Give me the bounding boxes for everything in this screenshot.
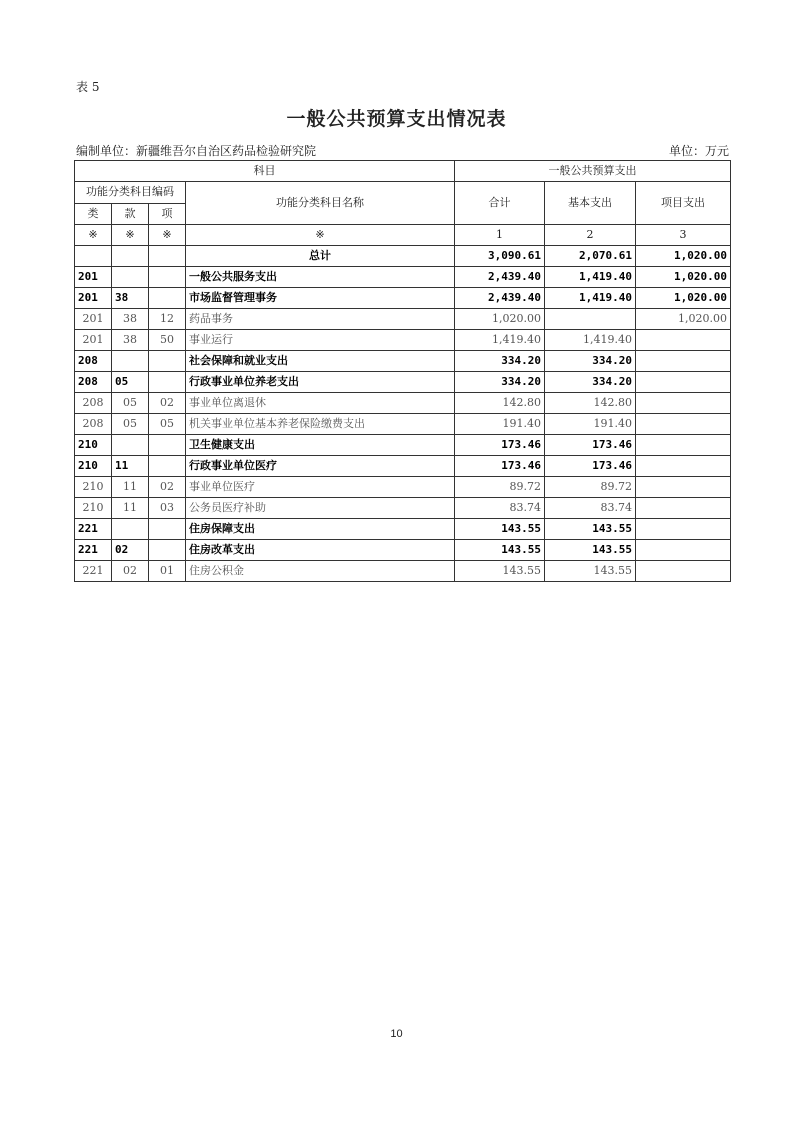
code-kuan-cell: 05: [112, 393, 149, 414]
total-cell: 334.20: [455, 372, 545, 393]
subject-name-cell: 药品事务: [186, 309, 455, 330]
subject-name-cell: 住房保障支出: [186, 519, 455, 540]
code-xiang-cell: [149, 540, 186, 561]
table-row: [75, 561, 731, 582]
project-cell: [636, 393, 731, 414]
table-row: [75, 393, 731, 414]
header-code-group: 功能分类科目编码: [75, 182, 186, 204]
project-cell: [636, 351, 731, 372]
basic-cell: 1,419.40: [545, 288, 636, 309]
table-row: [75, 351, 731, 372]
code-kuan-cell: 02: [112, 540, 149, 561]
table-row: [75, 519, 731, 540]
header-name: 功能分类科目名称: [186, 182, 455, 225]
code-lei-cell: 208: [75, 414, 112, 435]
marker-cell: ※: [186, 225, 455, 246]
table-row: [75, 267, 731, 288]
subject-name-cell: 事业单位离退休: [186, 393, 455, 414]
project-cell: [636, 498, 731, 519]
subject-name-cell: 卫生健康支出: [186, 435, 455, 456]
code-xiang-cell: [149, 435, 186, 456]
code-kuan-cell: [112, 351, 149, 372]
code-xiang-cell: 05: [149, 414, 186, 435]
subject-name-cell: 公务员医疗补助: [186, 498, 455, 519]
total-cell: 143.55: [455, 519, 545, 540]
table-row: [75, 309, 731, 330]
project-cell: [636, 435, 731, 456]
marker-cell: ※: [75, 225, 112, 246]
marker-cell: ※: [149, 225, 186, 246]
marker-row: [75, 225, 731, 246]
subject-name-cell: 机关事业单位基本养老保险缴费支出: [186, 414, 455, 435]
code-xiang-cell: 12: [149, 309, 186, 330]
code-lei-cell: 208: [75, 351, 112, 372]
marker-cell: 1: [455, 225, 545, 246]
subject-name-cell: 事业运行: [186, 330, 455, 351]
total-cell: 173.46: [455, 435, 545, 456]
subject-name-cell: 住房改革支出: [186, 540, 455, 561]
header-total: 合计: [455, 182, 545, 225]
code-kuan-cell: [112, 267, 149, 288]
project-cell: [636, 477, 731, 498]
basic-cell: 2,070.61: [545, 246, 636, 267]
marker-cell: 2: [545, 225, 636, 246]
total-cell: 2,439.40: [455, 288, 545, 309]
project-cell: [636, 456, 731, 477]
project-cell: 1,020.00: [636, 309, 731, 330]
project-cell: [636, 372, 731, 393]
header-basic: 基本支出: [545, 182, 636, 225]
code-lei-cell: 201: [75, 267, 112, 288]
project-cell: [636, 540, 731, 561]
table-row: [75, 456, 731, 477]
code-lei-cell: 208: [75, 372, 112, 393]
code-lei-cell: 210: [75, 498, 112, 519]
basic-cell: 191.40: [545, 414, 636, 435]
subject-name-cell: 社会保障和就业支出: [186, 351, 455, 372]
code-xiang-cell: [149, 519, 186, 540]
code-xiang-cell: [149, 288, 186, 309]
project-cell: [636, 561, 731, 582]
code-lei-cell: 210: [75, 477, 112, 498]
code-lei-cell: [75, 246, 112, 267]
currency-unit: 单位：万元: [668, 144, 729, 158]
project-cell: 1,020.00: [636, 288, 731, 309]
header-lei: 类: [75, 203, 112, 225]
project-cell: [636, 519, 731, 540]
subject-name-cell: 行政事业单位养老支出: [186, 372, 455, 393]
header-budget-group: 一般公共预算支出: [455, 161, 731, 182]
project-cell: 1,020.00: [636, 246, 731, 267]
budget-table: [74, 160, 731, 582]
total-cell: 143.55: [455, 561, 545, 582]
header-kuan: 款: [112, 203, 149, 225]
code-xiang-cell: [149, 267, 186, 288]
total-cell: 334.20: [455, 351, 545, 372]
basic-cell: [545, 309, 636, 330]
code-lei-cell: 201: [75, 330, 112, 351]
code-kuan-cell: 05: [112, 372, 149, 393]
page-number: 10: [390, 1028, 403, 1040]
code-kuan-cell: [112, 435, 149, 456]
basic-cell: 89.72: [545, 477, 636, 498]
code-xiang-cell: 02: [149, 393, 186, 414]
table-number: 表 5: [76, 80, 100, 94]
subject-name-cell: 市场监督管理事务: [186, 288, 455, 309]
basic-cell: 173.46: [545, 435, 636, 456]
total-cell: 1,020.00: [455, 309, 545, 330]
table-row: [75, 288, 731, 309]
table-row: [75, 414, 731, 435]
marker-cell: ※: [112, 225, 149, 246]
basic-cell: 143.55: [545, 540, 636, 561]
total-cell: 2,439.40: [455, 267, 545, 288]
code-xiang-cell: [149, 246, 186, 267]
table-row: [75, 372, 731, 393]
table-body: [75, 246, 731, 582]
total-cell: 1,419.40: [455, 330, 545, 351]
code-lei-cell: 221: [75, 540, 112, 561]
subject-name-cell: 总计: [186, 246, 455, 267]
subject-name-cell: 一般公共服务支出: [186, 267, 455, 288]
subject-name-cell: 事业单位医疗: [186, 477, 455, 498]
total-cell: 142.80: [455, 393, 545, 414]
header-subject: 科目: [75, 161, 455, 182]
table-row: [75, 540, 731, 561]
code-lei-cell: 201: [75, 309, 112, 330]
table-row: [75, 435, 731, 456]
code-xiang-cell: 03: [149, 498, 186, 519]
total-cell: 191.40: [455, 414, 545, 435]
basic-cell: 334.20: [545, 372, 636, 393]
basic-cell: 83.74: [545, 498, 636, 519]
code-xiang-cell: [149, 372, 186, 393]
subject-name-cell: 住房公积金: [186, 561, 455, 582]
code-kuan-cell: 38: [112, 288, 149, 309]
code-kuan-cell: 38: [112, 309, 149, 330]
code-xiang-cell: 02: [149, 477, 186, 498]
marker-cell: 3: [636, 225, 731, 246]
total-cell: 173.46: [455, 456, 545, 477]
code-lei-cell: 221: [75, 561, 112, 582]
code-xiang-cell: [149, 351, 186, 372]
code-lei-cell: 210: [75, 456, 112, 477]
project-cell: [636, 330, 731, 351]
total-cell: 83.74: [455, 498, 545, 519]
code-kuan-cell: 38: [112, 330, 149, 351]
basic-cell: 143.55: [545, 519, 636, 540]
basic-cell: 143.55: [545, 561, 636, 582]
code-kuan-cell: 11: [112, 477, 149, 498]
code-lei-cell: 210: [75, 435, 112, 456]
project-cell: [636, 414, 731, 435]
code-xiang-cell: 01: [149, 561, 186, 582]
code-kuan-cell: 02: [112, 561, 149, 582]
basic-cell: 173.46: [545, 456, 636, 477]
code-lei-cell: 201: [75, 288, 112, 309]
total-cell: 89.72: [455, 477, 545, 498]
basic-cell: 1,419.40: [545, 267, 636, 288]
basic-cell: 334.20: [545, 351, 636, 372]
project-cell: 1,020.00: [636, 267, 731, 288]
total-cell: 143.55: [455, 540, 545, 561]
code-kuan-cell: [112, 246, 149, 267]
page-title: 一般公共预算支出情况表: [286, 108, 507, 130]
header-project: 项目支出: [636, 182, 731, 225]
basic-cell: 1,419.40: [545, 330, 636, 351]
code-kuan-cell: [112, 519, 149, 540]
code-lei-cell: 221: [75, 519, 112, 540]
code-kuan-cell: 05: [112, 414, 149, 435]
table-row: [75, 246, 731, 267]
table-row: [75, 477, 731, 498]
code-kuan-cell: 11: [112, 498, 149, 519]
header-xiang: 项: [149, 203, 186, 225]
table-row: [75, 330, 731, 351]
code-xiang-cell: [149, 456, 186, 477]
code-kuan-cell: 11: [112, 456, 149, 477]
compiling-unit: 编制单位：新疆维吾尔自治区药品检验研究院: [76, 144, 317, 158]
subject-name-cell: 行政事业单位医疗: [186, 456, 455, 477]
table-row: [75, 498, 731, 519]
code-lei-cell: 208: [75, 393, 112, 414]
total-cell: 3,090.61: [455, 246, 545, 267]
code-xiang-cell: 50: [149, 330, 186, 351]
basic-cell: 142.80: [545, 393, 636, 414]
